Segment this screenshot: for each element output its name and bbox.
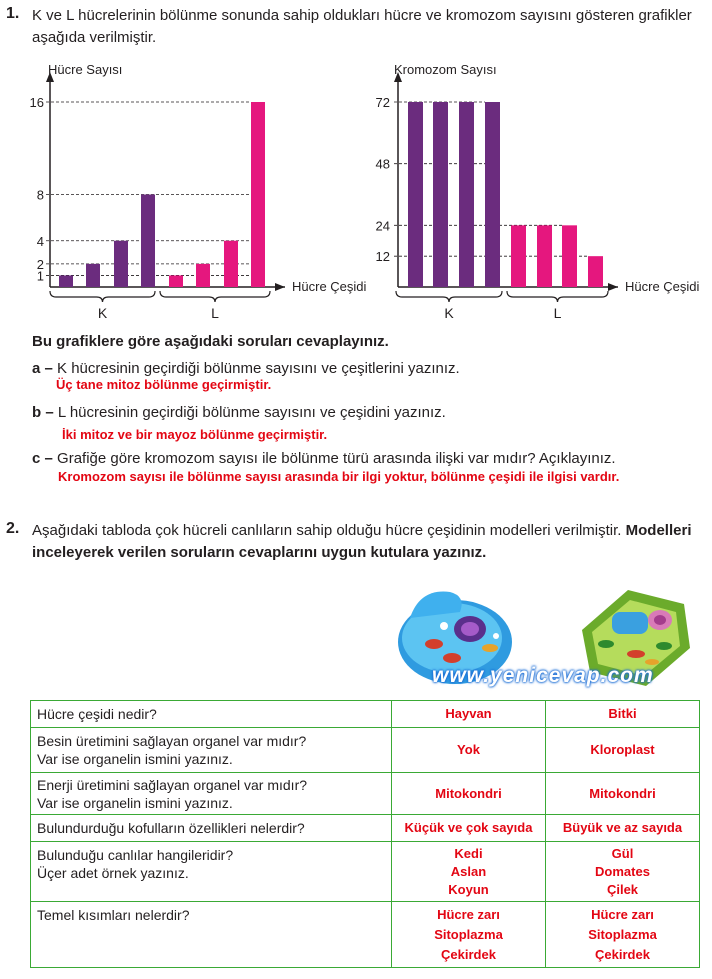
answer-line: Mitokondri: [435, 785, 502, 801]
table-row: [31, 842, 700, 902]
y-tick-label: 24: [375, 218, 390, 234]
question-line: Üçer adet örnek yazınız.: [37, 865, 189, 881]
question-line: Var ise organelin ismini yazınız.: [37, 794, 233, 811]
question-line: Temel kısımları nelerdir?: [37, 907, 190, 923]
plant-answer-cell: [546, 773, 700, 815]
cell-table: [30, 700, 700, 968]
watermark: www.yenicevap.com: [432, 664, 654, 687]
animal-answer-cell: [392, 728, 546, 773]
y-tick-label: 2: [36, 256, 44, 272]
q1-prompt: Bu grafiklere göre aşağıdaki soruları cevaplayınız.: [32, 333, 389, 350]
q2-text-normal: Aşağıdaki tabloda çok hücreli canlıların sahip olduğu hücre çeşidinin modelleri verilmiştir.: [32, 522, 622, 539]
group-label: L: [211, 305, 219, 321]
x-axis-arrow: [608, 283, 618, 291]
answer-line: Gül: [611, 845, 634, 861]
group-label: K: [97, 305, 108, 321]
question-line: Besin üretimini sağlayan organel var mıdır?: [37, 733, 307, 749]
question-line: Bulunduğu canlılar hangileridir?: [37, 847, 234, 863]
q1-item-b-letter: b –: [32, 404, 54, 421]
bar: [251, 102, 265, 287]
animal-answer-cell: [392, 773, 546, 815]
q1-item-c-answer: Kromozom sayısı ile bölünme sayısı arasında bir ilgi yoktur, bölünme çeşidi ile ilgisi vardır.: [58, 469, 620, 484]
q1-item-c: [32, 450, 616, 467]
bar: [408, 102, 423, 287]
question-1-number: 1.: [6, 5, 20, 22]
group-brace: [160, 291, 270, 302]
y-tick-label: 12: [375, 249, 390, 265]
y-tick-label: 48: [375, 156, 390, 172]
answer-line: Büyük ve az sayıda: [562, 820, 683, 835]
group-label: L: [553, 305, 562, 321]
x-axis-arrow: [275, 283, 285, 291]
animal-answer-cell: [392, 815, 546, 842]
plant-answer-cell: [546, 902, 700, 968]
table-question: [31, 902, 392, 968]
bar: [537, 225, 552, 287]
question-1-text: K ve L hücrelerinin bölünme sonunda sahip oldukları hücre ve kromozom sayısını gösteren grafikler aşağıda verilmiştir.: [32, 7, 692, 46]
y-tick-label: 72: [375, 95, 390, 110]
bar: [196, 264, 210, 287]
plant-answer-cell: [546, 701, 700, 728]
plant-answer-cell: [546, 842, 700, 902]
bar: [562, 225, 577, 287]
y-tick-label: 8: [36, 187, 44, 203]
q1-item-b-question: L hücresinin geçirdiği bölünme sayısını ve çeşidini yazınız.: [57, 404, 446, 421]
answer-line: Domates: [595, 863, 650, 879]
y-axis-label: Hücre Sayısı: [48, 62, 123, 77]
question-2-number: 2.: [6, 520, 20, 537]
plant-answer-cell: [546, 728, 700, 773]
q1-item-a-answer: Üç tane mitoz bölünme geçirmiştir.: [56, 377, 272, 392]
answer-line: Çekirdek: [441, 946, 496, 962]
question-line: Hücre çeşidi nedir?: [37, 706, 157, 722]
y-tick-label: 4: [36, 233, 44, 249]
plant-answer-cell: [546, 815, 700, 842]
bar: [588, 256, 603, 287]
answer-line: Kedi: [454, 845, 483, 861]
answer-line: Bitki: [608, 706, 637, 721]
answer-line: Sitoplazma: [588, 926, 657, 942]
y-axis-label: Kromozom Sayısı: [394, 62, 497, 77]
table-question: [31, 815, 392, 842]
bar: [511, 225, 526, 287]
q1-item-a-question: K hücresinin geçirdiği bölünme sayısını ve çeşitlerini yazınız.: [57, 360, 460, 377]
bar: [59, 275, 73, 287]
q1-item-b: [32, 404, 446, 421]
bar: [224, 241, 238, 287]
table-row: [31, 815, 700, 842]
q1-item-b-answer: İki mitoz ve bir mayoz bölünme geçirmiştir.: [62, 427, 328, 442]
q1-item-a-letter: a –: [32, 360, 53, 377]
bar: [169, 275, 183, 287]
group-brace: [50, 291, 155, 302]
table-question: [31, 701, 392, 728]
table-row: [31, 728, 700, 773]
answer-line: Küçük ve çok sayıda: [404, 820, 533, 835]
answer-line: Hücre zarı: [437, 906, 500, 922]
y-tick-label: 16: [29, 95, 44, 110]
table-row: [31, 902, 700, 968]
question-line: Enerji üretimini sağlayan organel var mıdır?: [37, 776, 308, 793]
table-row: [31, 773, 700, 815]
q2-text-bold: Modelleri inceleyerek verilen soruların cevaplarını uygun kutulara yazınız.: [32, 522, 692, 561]
question-line: Var ise organelin ismini yazınız.: [37, 751, 233, 767]
answer-line: Çekirdek: [595, 946, 650, 962]
answer-line: Hayvan: [445, 706, 492, 721]
question-2-text: [32, 520, 702, 564]
answer-line: Koyun: [448, 881, 489, 897]
q1-item-a: [32, 360, 460, 377]
table-row: [31, 701, 700, 728]
animal-answer-cell: [392, 701, 546, 728]
table-question: [31, 728, 392, 773]
group-brace: [396, 291, 502, 302]
q1-item-c-letter: c –: [32, 450, 53, 467]
table-question: [31, 842, 392, 902]
q1-item-c-question: Grafiğe göre kromozom sayısı ile bölünme türü arasında ilişki var mıdır? Açıklayınız.: [57, 450, 616, 467]
charts: [0, 50, 712, 380]
answer-line: Mitokondri: [589, 785, 656, 801]
y-tick-label: 1: [36, 268, 44, 284]
x-axis-label: Hücre Çeşidi: [625, 279, 700, 294]
animal-answer-cell: [392, 902, 546, 968]
bar: [86, 264, 100, 287]
answer-line: Hücre zarı: [591, 906, 654, 922]
bar: [141, 195, 155, 288]
answer-line: Kloroplast: [590, 742, 655, 757]
bar: [459, 102, 474, 287]
bar: [114, 241, 128, 287]
table-question: [31, 773, 392, 815]
answer-line: Yok: [457, 742, 480, 757]
animal-answer-cell: [392, 842, 546, 902]
group-label: K: [444, 305, 454, 321]
group-brace: [507, 291, 608, 302]
answer-line: Sitoplazma: [434, 926, 503, 942]
x-axis-label: Hücre Çeşidi: [292, 279, 367, 294]
answer-line: Aslan: [450, 863, 487, 879]
bar: [485, 102, 500, 287]
bar: [433, 102, 448, 287]
answer-line: Çilek: [606, 881, 639, 897]
question-line: Bulundurduğu kofulların özellikleri nelerdir?: [37, 820, 305, 836]
